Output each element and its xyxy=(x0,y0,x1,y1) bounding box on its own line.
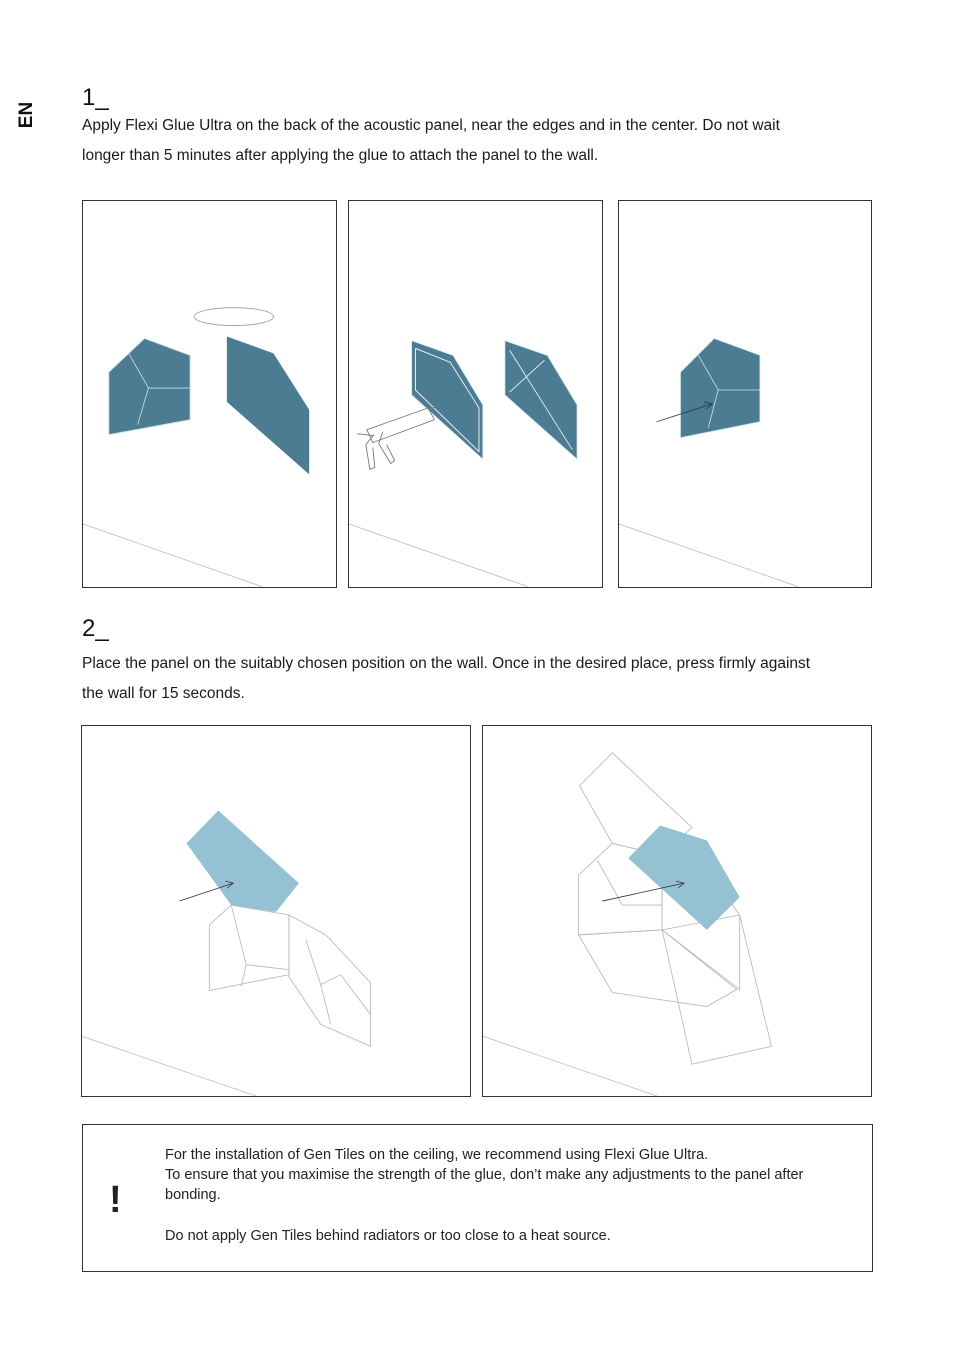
step1-illustration-wall xyxy=(618,200,872,588)
notice-box xyxy=(82,1124,873,1272)
step1-illustration-flip xyxy=(82,200,337,588)
panel-on-wall-drawing xyxy=(619,201,871,587)
tile-cluster xyxy=(579,753,772,1064)
press-panel-drawing xyxy=(483,726,871,1096)
new-panel xyxy=(186,811,298,912)
step2-text: Place the panel on the suitably chosen position on the wall. Once in the desired place, press firmly against the wall for 15 seconds. xyxy=(82,655,811,702)
panel-with-glue xyxy=(412,340,483,459)
pressed-panel xyxy=(628,825,739,929)
step2-illustration-place xyxy=(81,725,471,1097)
panel-front xyxy=(109,338,190,434)
place-panel-drawing xyxy=(82,726,470,1096)
step1-number: 1_ xyxy=(82,84,109,111)
language-label: EN xyxy=(16,101,38,129)
glue-gun-drawing xyxy=(349,201,602,587)
existing-tiles xyxy=(209,905,370,1046)
step1-illustration-glue xyxy=(348,200,603,588)
mounted-panel xyxy=(681,338,760,437)
notice-line-1: For the installation of Gen Tiles on the ceiling, we recommend using Flexi Glue Ultra. xyxy=(165,1147,709,1163)
step2-illustration-press xyxy=(482,725,872,1097)
language-tab xyxy=(14,100,38,130)
notice-line-2: To ensure that you maximise the strength of the glue, don’t make any adjustments to the panel after bonding. xyxy=(165,1167,804,1203)
panel-back xyxy=(227,336,309,474)
rotate-arrow-icon xyxy=(194,308,273,326)
warning-icon: ! xyxy=(109,1179,122,1221)
panel-flip-drawing xyxy=(83,201,336,587)
step2-number: 2_ xyxy=(82,615,109,642)
glue-gun-icon xyxy=(357,405,440,469)
notice-line-3: Do not apply Gen Tiles behind radiators or too close to a heat source. xyxy=(165,1228,611,1244)
notice-body xyxy=(165,1145,860,1246)
step1-text: Apply Flexi Glue Ultra on the back of the acoustic panel, near the edges and in the center. Do not wait longer than 5 minutes after applying the glue to attach the panel to the wall. xyxy=(82,117,780,164)
